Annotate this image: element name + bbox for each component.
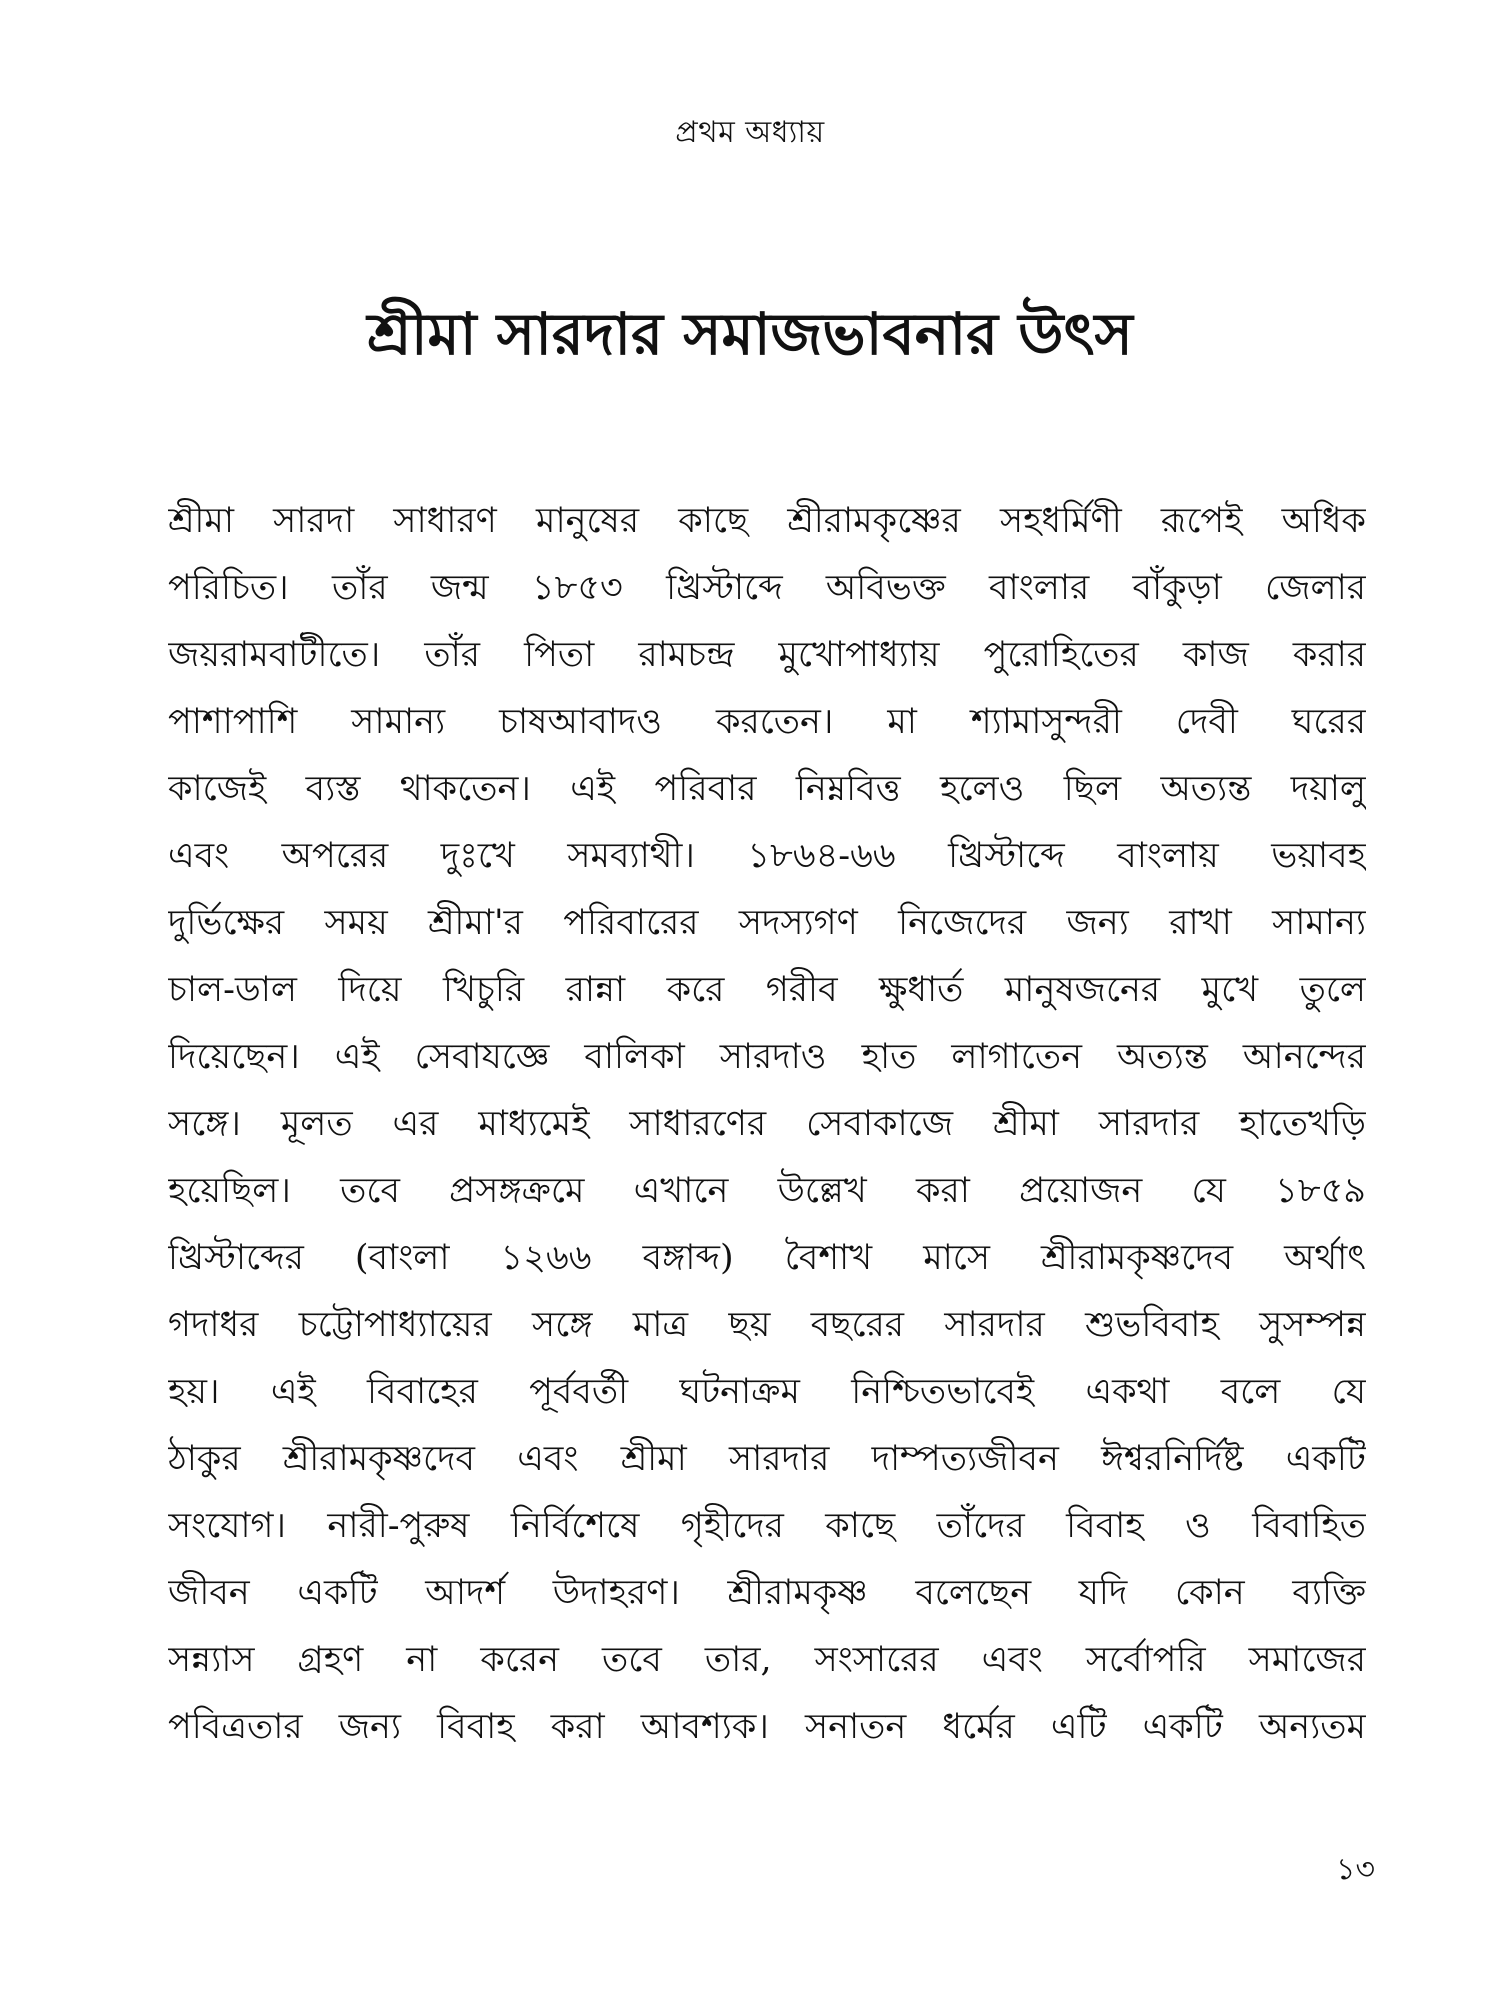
body-paragraph xyxy=(168,488,1366,1761)
text-line: শ্রীমা সারদা সাধারণ মানুষের কাছে শ্রীরামকৃষ্ণের সহধর্মিণী রূপেই অধিক xyxy=(168,501,1366,541)
text-line: সংযোগ। নারী-পুরুষ নির্বিশেষে গৃহীদের কাছে তাঁদের বিবাহ ও বিবাহিত xyxy=(168,1506,1366,1546)
text-line: কাজেই ব্যস্ত থাকতেন। এই পরিবার নিম্নবিত্ত হলেও ছিল অত্যন্ত দয়ালু xyxy=(168,769,1366,809)
text-line: পরিচিত। তাঁর জন্ম ১৮৫৩ খ্রিস্টাব্দে অবিভক্ত বাংলার বাঁকুড়া জেলার xyxy=(168,568,1366,608)
text-line: জীবন একটি আদর্শ উদাহরণ। শ্রীরামকৃষ্ণ বলেছেন যদি কোন ব্যক্তি xyxy=(168,1573,1366,1613)
text-line: দুর্ভিক্ষের সময় শ্রীমা'র পরিবারের সদস্যগণ নিজেদের জন্য রাখা সামান্য xyxy=(168,903,1366,943)
text-line: এবং অপরের দুঃখে সমব্যাথী। ১৮৬৪-৬৬ খ্রিস্টাব্দে বাংলায় ভয়াবহ xyxy=(168,836,1366,876)
text-line: পাশাপাশি সামান্য চাষআবাদও করতেন। মা শ্যামাসুন্দরী দেবী ঘরের xyxy=(168,702,1366,742)
chapter-label: প্রথম অধ্যায় xyxy=(675,115,825,150)
text-line: চাল-ডাল দিয়ে খিচুরি রান্না করে গরীব ক্ষুধার্ত মানুষজনের মুখে তুলে xyxy=(168,970,1366,1010)
text-line: পবিত্রতার জন্য বিবাহ করা আবশ্যক। সনাতন ধর্মের এটি একটি অন্যতম xyxy=(168,1707,1366,1747)
text-line: সঙ্গে। মূলত এর মাধ্যমেই সাধারণের সেবাকাজে শ্রীমা সারদার হাতেখড়ি xyxy=(168,1104,1366,1144)
text-line: সন্ন্যাস গ্রহণ না করেন তবে তার, সংসারের এবং সর্বোপরি সমাজের xyxy=(168,1640,1366,1680)
page-number: ১৩ xyxy=(1336,1852,1375,1887)
text-line: গদাধর চট্টোপাধ্যায়ের সঙ্গে মাত্র ছয় বছরের সারদার শুভবিবাহ সুসম্পন্ন xyxy=(168,1305,1366,1345)
text-line: খ্রিস্টাব্দের (বাংলা ১২৬৬ বঙ্গাব্দ) বৈশাখ মাসে শ্রীরামকৃষ্ণদেব অর্থাৎ xyxy=(168,1238,1366,1278)
text-line: হয়েছিল। তবে প্রসঙ্গক্রমে এখানে উল্লেখ করা প্রয়োজন যে ১৮৫৯ xyxy=(168,1171,1366,1211)
text-line: ঠাকুর শ্রীরামকৃষ্ণদেব এবং শ্রীমা সারদার দাম্পত্যজীবন ঈশ্বরনির্দিষ্ট একটি xyxy=(168,1439,1366,1479)
chapter-title: শ্রীমা সারদার সমাজভাবনার উৎস xyxy=(367,300,1133,368)
text-line: জয়রামবাটীতে। তাঁর পিতা রামচন্দ্র মুখোপাধ্যায় পুরোহিতের কাজ করার xyxy=(168,635,1366,675)
text-line: দিয়েছেন। এই সেবাযজ্ঞে বালিকা সারদাও হাত লাগাতেন অত্যন্ত আনন্দের xyxy=(168,1037,1366,1077)
text-line: হয়। এই বিবাহের পূর্ববর্তী ঘটনাক্রম নিশ্চিতভাবেই একথা বলে যে xyxy=(168,1372,1366,1412)
